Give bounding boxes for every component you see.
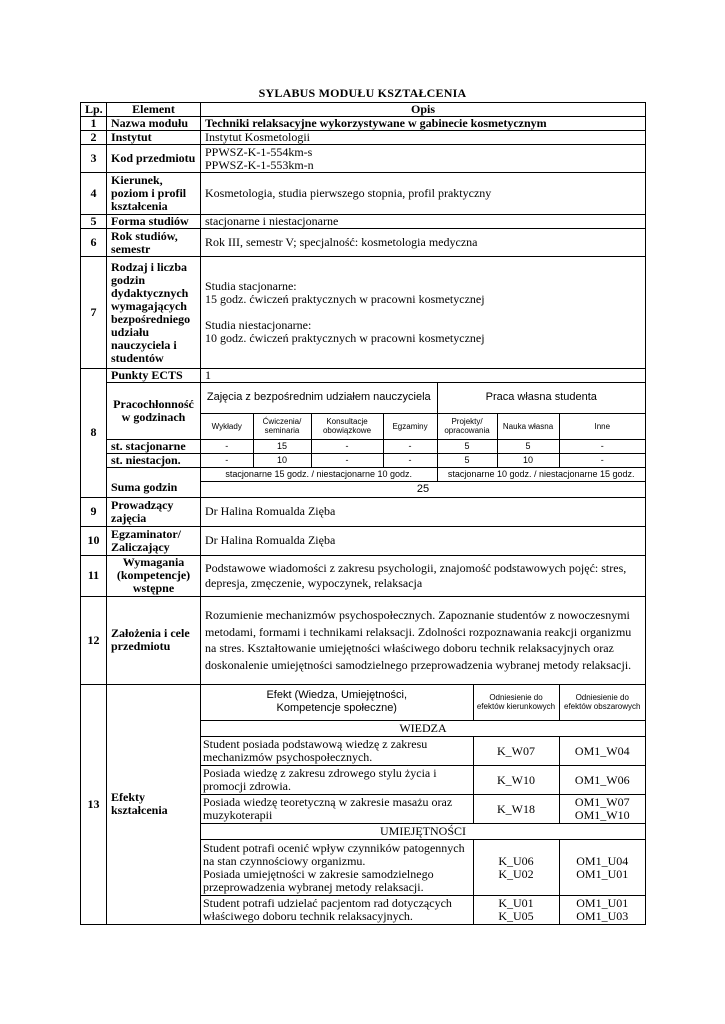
col-other: Inne xyxy=(559,413,645,439)
row-number: 12 xyxy=(81,596,107,684)
workload-label: Pracochłonność w godzinach xyxy=(107,383,201,440)
ects-label: Punkty ECTS xyxy=(107,369,201,383)
study-form-value: stacjonarne i niestacjonarne xyxy=(201,215,646,229)
objectives-value: Rozumienie mechanizmów psychospołecznych. Zapoznanie studentów z nowoczesnymi metodami, formami i technikami relaksacji. Zdolności rozpoznawania reakcji organizmu na stres. Kształtowanie umiejętności właściwego doboru technik relaksacyjnych oraz doskonalenie umiejętności samodzielnego przeprowadzenia wybranej metody relaksacji. xyxy=(201,596,646,684)
year-semester-value: Rok III, semestr V; specjalność: kosmetologia medyczna xyxy=(201,229,646,257)
row-5 xyxy=(81,215,646,229)
outcome-area-1: OM1_U01 xyxy=(576,896,629,910)
outcome-row xyxy=(201,737,645,766)
row-8-ects xyxy=(81,369,646,383)
col-area-header: Odniesienie do efektów obszarowych xyxy=(559,685,645,721)
row-8-workload xyxy=(81,383,646,440)
outcome-row xyxy=(201,766,645,795)
outcome-direction-2: K_U05 xyxy=(498,909,534,923)
row-9 xyxy=(81,497,646,526)
cell: - xyxy=(559,453,645,467)
course-code-1: PPWSZ-K-1-554km-s xyxy=(205,144,313,159)
institute-value: Instytut Kosmetologii xyxy=(201,131,646,145)
contact-hours-header: Zajęcia z bezpośrednim udziałem nauczyciela xyxy=(201,383,437,413)
outcome-direction xyxy=(473,896,559,925)
outcomes-table xyxy=(201,685,645,925)
module-name: Techniki relaksacyjne wykorzystywane w gabinecie kosmetycznym xyxy=(201,117,646,131)
prerequisites-value: Podstawowe wiadomości z zakresu psychologii, znajomość podstawowych pojęć: stres, depresja, zmęczenie, wypoczynek, relaksacja xyxy=(201,555,646,596)
header-lp: Lp. xyxy=(81,103,107,117)
row-number: 11 xyxy=(81,555,107,596)
outcome-row xyxy=(201,840,645,896)
outcome-area xyxy=(559,896,645,925)
row-number: 9 xyxy=(81,497,107,526)
row-1 xyxy=(81,117,646,131)
cell: - xyxy=(559,439,645,453)
col-self-study: Nauka własna xyxy=(497,413,559,439)
section-knowledge: WIEDZA xyxy=(201,721,645,737)
sum-self-hours: stacjonarne 10 godz. / niestacjonarne 15 godz. xyxy=(437,468,645,481)
workload-grid xyxy=(201,383,646,468)
row-6 xyxy=(81,229,646,257)
row-label: Forma studiów xyxy=(107,215,201,229)
outcome-text: Posiada wiedzę z zakresu zdrowego stylu życia i promocji zdrowia. xyxy=(201,766,473,795)
row-10 xyxy=(81,526,646,555)
stationary-hours: 15 godz. ćwiczeń praktycznych w pracowni kosmetycznej xyxy=(205,292,485,306)
learning-outcomes xyxy=(201,684,646,925)
header-element: Element xyxy=(107,103,201,117)
row-13 xyxy=(81,684,646,925)
table-header-row xyxy=(81,103,646,117)
extramural-label: st. niestacjon. xyxy=(107,453,201,467)
examiner-value: Dr Halina Romualda Zięba xyxy=(201,526,646,555)
row-number: 6 xyxy=(81,229,107,257)
sum-table xyxy=(201,468,645,497)
cell: - xyxy=(201,453,253,467)
outcome-text-1: Student potrafi ocenić wpływ czynników patogennych na stan czynnościowy organizmu. xyxy=(203,840,465,868)
stationary-heading: Studia stacjonarne: xyxy=(205,279,297,293)
row-label: Egzaminator/ Zaliczający xyxy=(107,526,201,555)
row-label: Efekty kształcenia xyxy=(107,684,201,925)
row-number: 4 xyxy=(81,173,107,215)
stationary-label: st. stacjonarne xyxy=(107,439,201,453)
cell: 10 xyxy=(253,453,311,467)
sum-total: 25 xyxy=(201,481,645,497)
row-12 xyxy=(81,596,646,684)
row-11 xyxy=(81,555,646,596)
page-title: SYLABUS MODUŁU KSZTAŁCENIA xyxy=(258,86,467,100)
outcome-direction-1: K_U06 xyxy=(498,853,534,868)
row-label: Nazwa modułu xyxy=(107,117,201,131)
cell: 5 xyxy=(497,439,559,453)
self-study-header: Praca własna studenta xyxy=(437,383,645,413)
cell: - xyxy=(383,439,437,453)
ects-value: 1 xyxy=(201,369,646,383)
lecturer-value: Dr Halina Romualda Zięba xyxy=(201,497,646,526)
outcome-area-1: OM1_W07 xyxy=(574,795,630,809)
outcome-direction: K_W10 xyxy=(473,766,559,795)
cell: - xyxy=(201,439,253,453)
outcome-row xyxy=(201,896,645,925)
row-label: Rok studiów, semestr xyxy=(107,229,201,257)
outcome-area-2: OM1_W10 xyxy=(574,808,630,822)
row-number: 2 xyxy=(81,131,107,145)
row-label: Rodzaj i liczba godzin dydaktycznych wymagających bezpośredniego udziału nauczyciela i studentów xyxy=(107,257,201,369)
col-exercises: Ćwiczenia/ seminaria xyxy=(253,413,311,439)
stationary-hours-row xyxy=(201,439,645,453)
sum-grid xyxy=(201,468,646,498)
extramural-hours-row xyxy=(201,453,645,467)
workload-table xyxy=(201,383,645,467)
row-8-sum xyxy=(81,468,646,498)
outcome-area xyxy=(559,840,645,896)
row-number: 7 xyxy=(81,257,107,369)
teaching-hours-value xyxy=(201,257,646,369)
outcome-text: Student posiada podstawową wiedzę z zakresu mechanizmów psychospołecznych. xyxy=(201,737,473,766)
header-opis: Opis xyxy=(201,103,646,117)
row-number: 13 xyxy=(81,684,107,925)
extramural-heading: Studia niestacjonarne: xyxy=(205,318,312,332)
outcome-area: OM1_W06 xyxy=(559,766,645,795)
cell: 5 xyxy=(437,439,497,453)
col-effect-header: Efekt (Wiedza, Umiejętności, Kompetencje społeczne) xyxy=(201,685,473,721)
row-7 xyxy=(81,257,646,369)
outcome-text: Student potrafi udzielać pacjentom rad dotyczących właściwego doboru technik relaksacyjnych. xyxy=(201,896,473,925)
col-direction-header: Odniesienie do efektów kierunkowych xyxy=(473,685,559,721)
row-number: 5 xyxy=(81,215,107,229)
row-label: Instytut xyxy=(107,131,201,145)
outcome-text: Posiada wiedzę teoretyczną w zakresie masażu oraz muzykoterapii xyxy=(201,795,473,824)
cell: 15 xyxy=(253,439,311,453)
row-label: Kierunek, poziom i profil kształcenia xyxy=(107,173,201,215)
outcome-direction xyxy=(473,840,559,896)
sum-label: Suma godzin xyxy=(107,468,201,498)
row-3 xyxy=(81,145,646,173)
section-skills: UMIEJĘTNOŚCI xyxy=(201,824,645,840)
col-consultations: Konsultacje obowiązkowe xyxy=(311,413,383,439)
outcome-area-2: OM1_U03 xyxy=(576,909,629,923)
outcome-direction-1: K_U01 xyxy=(498,896,534,910)
outcome-area xyxy=(559,795,645,824)
outcome-text xyxy=(201,840,473,896)
row-label: Prowadzący zajęcia xyxy=(107,497,201,526)
row-label: Kod przedmiotu xyxy=(107,145,201,173)
cell: 10 xyxy=(497,453,559,467)
outcome-area: OM1_W04 xyxy=(559,737,645,766)
syllabus-table xyxy=(80,102,646,925)
row-label: Założenia i cele przedmiotu xyxy=(107,596,201,684)
sum-contact-hours: stacjonarne 15 godz. / niestacjonarne 10 godz. xyxy=(201,468,437,481)
col-exams: Egzaminy xyxy=(383,413,437,439)
cell: - xyxy=(383,453,437,467)
outcome-area-1: OM1_U04 xyxy=(576,853,629,868)
outcome-direction: K_W07 xyxy=(473,737,559,766)
course-code-2: PPWSZ-K-1-553km-n xyxy=(205,157,314,172)
cell: - xyxy=(311,453,383,467)
cell: - xyxy=(311,439,383,453)
row-2 xyxy=(81,131,646,145)
outcome-direction: K_W18 xyxy=(473,795,559,824)
outcome-text-2: Posiada umiejętności w zakresie samodzielnego przeprowadzenia wybranej metody relaksacji. xyxy=(203,866,434,894)
row-number: 3 xyxy=(81,145,107,173)
row-number: 1 xyxy=(81,117,107,131)
course-codes xyxy=(201,145,646,173)
study-field-value: Kosmetologia, studia pierwszego stopnia, profil praktyczny xyxy=(201,173,646,215)
row-number: 10 xyxy=(81,526,107,555)
col-lectures: Wykłady xyxy=(201,413,253,439)
row-label: Wymagania (kompetencje) wstępne xyxy=(107,555,201,596)
outcome-row xyxy=(201,795,645,824)
row-number: 8 xyxy=(81,369,107,498)
outcome-direction-2: K_U02 xyxy=(498,866,534,881)
extramural-hours: 10 godz. ćwiczeń praktycznych w pracowni kosmetycznej xyxy=(205,331,485,345)
row-4 xyxy=(81,173,646,215)
outcome-area-2: OM1_U01 xyxy=(576,866,629,881)
col-projects: Projekty/ opracowania xyxy=(437,413,497,439)
cell: 5 xyxy=(437,453,497,467)
